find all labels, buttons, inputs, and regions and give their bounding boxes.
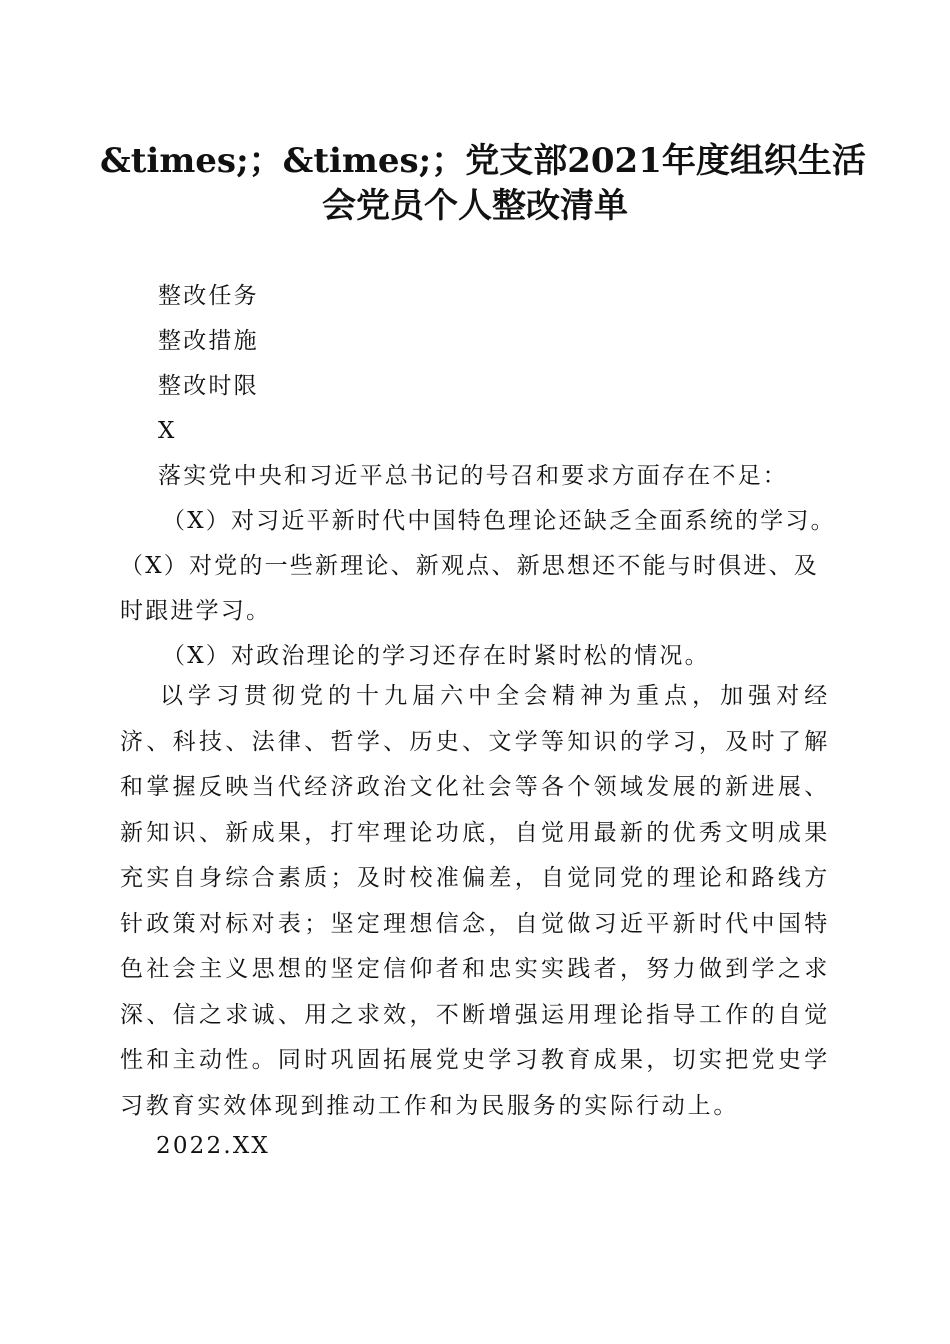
document-title-line-2: 会党员个人整改清单	[322, 186, 628, 226]
issue-item-2-line-1: （X）对党的一些新理论、新观点、新思想还不能与时俱进、及	[120, 553, 819, 579]
label-task: 整改任务	[158, 283, 259, 309]
issue-item-3: （X）对政治理论的学习还存在时紧时松的情况。	[162, 643, 710, 669]
deadline-date: 2022.XX	[156, 1133, 270, 1159]
document-title-line-1: &times;；&times;；党支部2021年度组织生活	[100, 141, 866, 181]
measures-paragraph: 以学习贯彻党的十九届六中全会精神为重点，加强对经济、科技、法律、哲学、历史、文学等知识的学习，及时了解和掌握反映当代经济政治文化社会等各个领域发展的新进展、新知识、新成果，打牢理论功底，自觉用最新的优秀文明成果充实自身综合素质；及时校准偏差，自觉同党的理论和路线方针政策对标对表；坚定理想信念，自觉做习近平新时代中国特色社会主义思想的坚定信仰者和忠实实践者，努力做到学之求深、信之求诚、用之求效，不断增强运用理论指导工作的自觉性和主动性。同时巩固拓展党史学习教育成果，切实把党史学习教育实效体现到推动工作和为民服务的实际行动上。	[120, 683, 830, 1119]
issue-heading: 落实党中央和习近平总书记的号召和要求方面存在不足：	[158, 463, 788, 489]
label-x: X	[158, 418, 177, 444]
issue-item-1: （X）对习近平新时代中国特色理论还缺乏全面系统的学习。	[162, 508, 836, 534]
label-measure: 整改措施	[158, 328, 259, 354]
issue-item-2-line-2: 时跟进学习。	[120, 598, 272, 624]
label-deadline: 整改时限	[158, 373, 259, 399]
